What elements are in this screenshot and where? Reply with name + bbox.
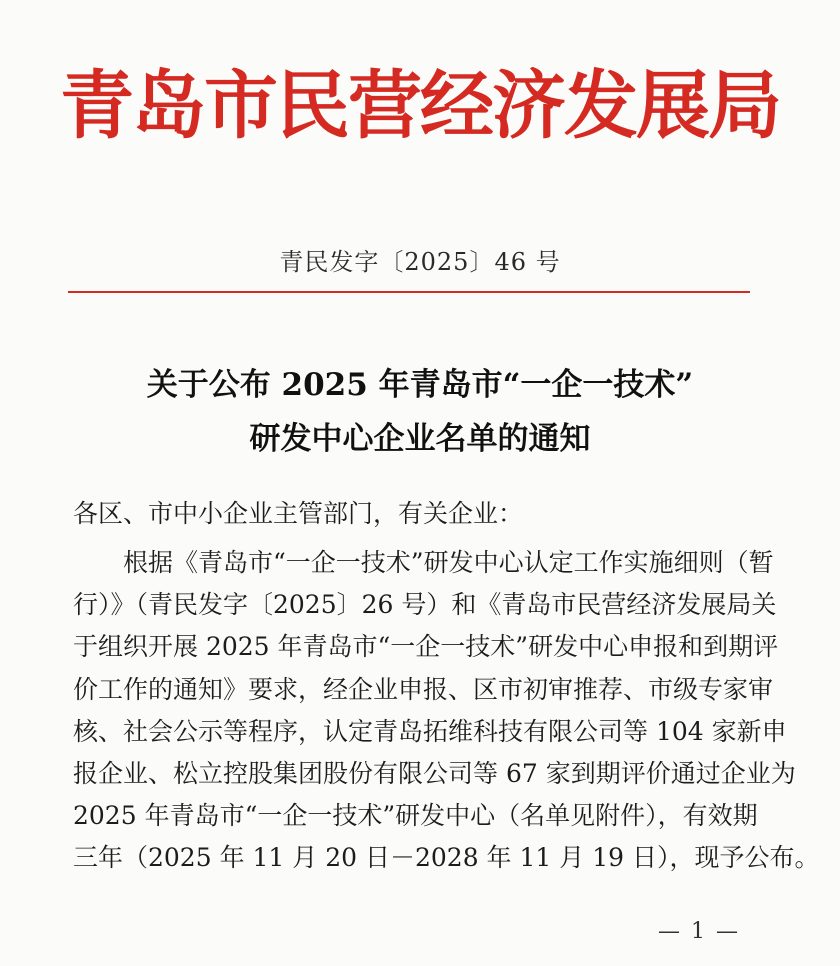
body-line: 行）》（青民发字〔2025〕26 号）和《青岛市民营经济发展局关 bbox=[73, 590, 777, 620]
body-line: 价工作的通知》要求，经企业申报、区市初审推荐、市级专家审 bbox=[73, 674, 774, 704]
body-line: 2025 年青岛市“一企一技术”研发中心（名单见附件），有效期 bbox=[73, 801, 758, 831]
salutation: 各区、市中小企业主管部门，有关企业： bbox=[73, 499, 524, 528]
notice-title bbox=[0, 358, 840, 466]
body-line: 报企业、松立控股集团股份有限公司等 67 家到期评价通过企业为 bbox=[73, 758, 796, 788]
body-line: 于组织开展 2025 年青岛市“一企一技术”研发中心申报和到期评 bbox=[73, 632, 779, 662]
body-line: 三年（2025 年 11 月 20 日－2028 年 11 月 19 日），现予公布。 bbox=[73, 843, 820, 873]
document-number: 青民发字〔2025〕46 号 bbox=[279, 248, 561, 276]
letterhead-title: 青岛市民营经济发展局 bbox=[60, 63, 780, 149]
notice-title-line: 研发中心企业名单的通知 bbox=[249, 421, 591, 457]
notice-title-line: 关于公布 2025 年青岛市“一企一技术” bbox=[146, 367, 694, 403]
page-number: — 1 — bbox=[658, 919, 740, 944]
letterhead-red-rule bbox=[68, 291, 750, 293]
body-line: 核、社会公示等程序，认定青岛拓维科技有限公司等 104 家新申 bbox=[73, 716, 787, 746]
notice-body bbox=[73, 542, 820, 880]
body-line: 根据《青岛市“一企一技术”研发中心认定工作实施细则（暂 bbox=[123, 548, 774, 577]
